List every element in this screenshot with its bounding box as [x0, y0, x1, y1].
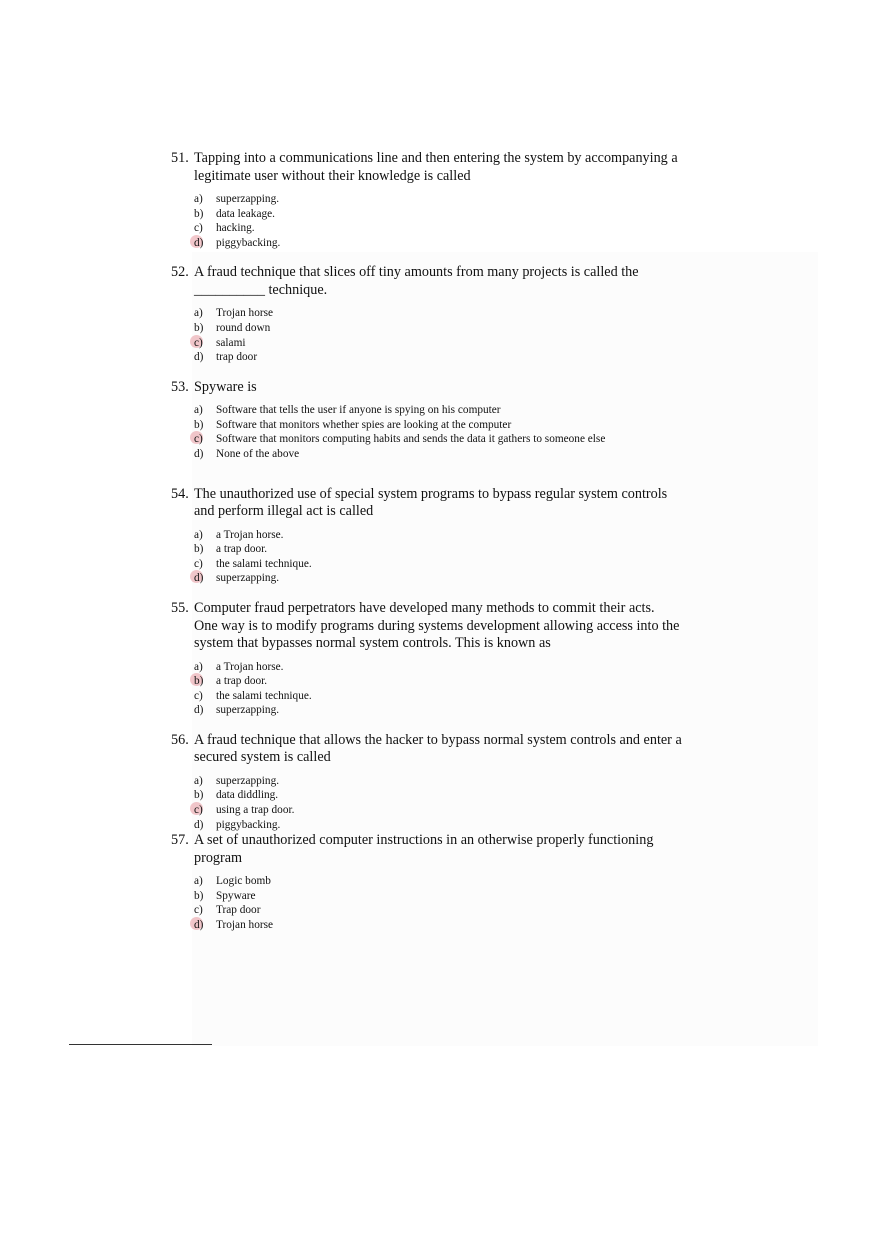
- option-list: [194, 660, 731, 718]
- question-text: Spyware is: [194, 378, 257, 395]
- option-letter-text: d): [194, 818, 204, 831]
- option-letter: [194, 207, 216, 222]
- option-text: piggybacking.: [216, 236, 281, 249]
- option-text: salami: [216, 336, 246, 349]
- option-letter-text: b): [194, 543, 204, 556]
- option: [194, 542, 731, 557]
- option-letter-text: d): [194, 351, 204, 364]
- option-text: trap door: [216, 351, 258, 364]
- question-text: A fraud technique that allows the hacker to bypass normal system controls and enter a secured system is called: [194, 731, 682, 766]
- option-letter: [194, 703, 216, 718]
- option-letter-text: d): [194, 448, 204, 461]
- option-letter: [194, 350, 216, 365]
- question-number: 53.: [171, 378, 189, 395]
- question-number: 57.: [171, 832, 189, 849]
- option: [194, 236, 731, 251]
- option-letter: [194, 236, 216, 251]
- option: [194, 350, 731, 365]
- option: [194, 918, 731, 933]
- option-text: Trap door: [216, 904, 261, 917]
- question-56: [171, 732, 731, 832]
- question-header: [171, 732, 731, 767]
- option: [194, 418, 731, 433]
- option: [194, 689, 731, 704]
- option-text: Software that monitors whether spies are looking at the computer: [216, 418, 512, 431]
- option: [194, 818, 731, 833]
- option-letter-text: c): [194, 336, 203, 349]
- question-57: [171, 832, 731, 932]
- option-letter-text: d): [194, 919, 204, 932]
- option-list: [194, 306, 731, 364]
- option-text: using a trap door.: [216, 804, 295, 817]
- option-letter: [194, 818, 216, 833]
- question-text: Tapping into a communications line and then entering the system by accompanying a legitimate user without their knowledge is called: [194, 150, 678, 184]
- option-letter: [194, 336, 216, 351]
- option-letter: [194, 192, 216, 207]
- option-text: superzapping.: [216, 704, 280, 717]
- option-letter-text: a): [194, 404, 203, 417]
- question-number: 54.: [171, 485, 189, 502]
- option-text: a trap door.: [216, 543, 268, 556]
- option-letter: [194, 447, 216, 462]
- option-letter-text: a): [194, 193, 203, 205]
- question-number: 55.: [171, 600, 189, 616]
- option-letter: [194, 528, 216, 543]
- option-letter: [194, 221, 216, 236]
- question-text: Computer fraud perpetrators have developed many methods to commit their acts. One way is to modify programs during systems development allowing access into the system that bypasses normal system controls. This is known as: [194, 600, 680, 651]
- option-letter: [194, 321, 216, 336]
- option-letter-text: c): [194, 804, 203, 817]
- option: [194, 803, 731, 818]
- option-letter-text: d): [194, 236, 204, 249]
- option-text: Logic bomb: [216, 875, 271, 888]
- question-54: [171, 486, 731, 586]
- option-text: the salami technique.: [216, 689, 312, 702]
- option-text: a trap door.: [216, 675, 268, 688]
- option-letter: [194, 557, 216, 572]
- option: [194, 447, 731, 462]
- question-header: [171, 832, 731, 867]
- question-text: A fraud technique that slices off tiny amounts from many projects is called the __________ technique.: [194, 264, 639, 298]
- option-list: [194, 528, 731, 586]
- option: [194, 336, 731, 351]
- option-text: superzapping.: [216, 193, 280, 205]
- question-number: 51.: [171, 150, 189, 166]
- option-letter: [194, 889, 216, 904]
- option-letter: [194, 788, 216, 803]
- option-letter: [194, 689, 216, 704]
- option-letter-text: c): [194, 557, 203, 570]
- question-header: [171, 486, 731, 521]
- question-list: [171, 150, 731, 947]
- option-text: hacking.: [216, 222, 255, 235]
- option-letter-text: b): [194, 418, 204, 431]
- option-letter: [194, 571, 216, 586]
- option-text: the salami technique.: [216, 557, 312, 570]
- option: [194, 903, 731, 918]
- option-text: Software that tells the user if anyone is spying on his computer: [216, 404, 501, 417]
- option-list: [194, 192, 731, 250]
- question-52: [171, 264, 731, 364]
- footnote-separator: [69, 1044, 212, 1045]
- option: [194, 306, 731, 321]
- option-letter-text: c): [194, 689, 203, 702]
- option: [194, 528, 731, 543]
- option-letter: [194, 803, 216, 818]
- option-letter-text: b): [194, 789, 204, 802]
- option-text: piggybacking.: [216, 818, 281, 831]
- question-header: [171, 150, 731, 185]
- option-text: round down: [216, 321, 271, 334]
- option-text: superzapping.: [216, 572, 280, 585]
- option-letter: [194, 542, 216, 557]
- option-text: a Trojan horse.: [216, 660, 284, 673]
- option-letter-text: a): [194, 875, 203, 888]
- option-letter-text: d): [194, 572, 204, 585]
- option-text: None of the above: [216, 448, 300, 461]
- option-letter-text: b): [194, 207, 204, 220]
- option-text: Spyware: [216, 889, 256, 902]
- question-header: [171, 600, 731, 653]
- option-letter-text: a): [194, 528, 203, 541]
- option: [194, 571, 731, 586]
- option-list: [194, 403, 731, 461]
- option: [194, 432, 731, 447]
- option-text: superzapping.: [216, 774, 280, 787]
- option: [194, 660, 731, 675]
- option-letter: [194, 660, 216, 675]
- option-letter: [194, 432, 216, 447]
- option-letter-text: a): [194, 660, 203, 673]
- option-letter-text: a): [194, 307, 203, 320]
- option-list: [194, 874, 731, 932]
- question-text: A set of unauthorized computer instructions in an otherwise properly functioning program: [194, 832, 654, 866]
- question-number: 56.: [171, 731, 189, 748]
- option-letter: [194, 306, 216, 321]
- option-letter: [194, 403, 216, 418]
- option-letter: [194, 418, 216, 433]
- option-letter: [194, 674, 216, 689]
- option: [194, 207, 731, 222]
- question-55: [171, 600, 731, 718]
- option-letter-text: b): [194, 889, 204, 902]
- option-letter: [194, 903, 216, 918]
- question-header: [171, 264, 731, 299]
- option-letter-text: c): [194, 433, 203, 446]
- option-list: [194, 774, 731, 832]
- option-letter-text: a): [194, 774, 203, 787]
- option-letter: [194, 874, 216, 889]
- option-text: Trojan horse: [216, 307, 274, 320]
- option: [194, 557, 731, 572]
- option: [194, 774, 731, 789]
- option-letter-text: b): [194, 675, 204, 688]
- option-text: Software that monitors computing habits and sends the data it gathers to someone else: [216, 433, 606, 446]
- option: [194, 321, 731, 336]
- option: [194, 221, 731, 236]
- option-text: data diddling.: [216, 789, 279, 802]
- option-text: a Trojan horse.: [216, 528, 284, 541]
- question-53: [171, 379, 731, 462]
- question-51: [171, 150, 731, 250]
- option: [194, 703, 731, 718]
- option: [194, 192, 731, 207]
- question-header: [171, 379, 731, 397]
- option: [194, 889, 731, 904]
- option: [194, 788, 731, 803]
- option-letter: [194, 918, 216, 933]
- option: [194, 874, 731, 889]
- question-text: The unauthorized use of special system programs to bypass regular system controls and perform illegal act is called: [194, 485, 668, 520]
- option-letter-text: c): [194, 222, 203, 235]
- option-letter-text: c): [194, 904, 203, 917]
- option-letter: [194, 774, 216, 789]
- option-letter-text: d): [194, 704, 204, 717]
- option: [194, 403, 731, 418]
- option-text: data leakage.: [216, 207, 275, 220]
- option-letter-text: b): [194, 321, 204, 334]
- question-number: 52.: [171, 264, 189, 281]
- option-text: Trojan horse: [216, 919, 274, 932]
- option: [194, 674, 731, 689]
